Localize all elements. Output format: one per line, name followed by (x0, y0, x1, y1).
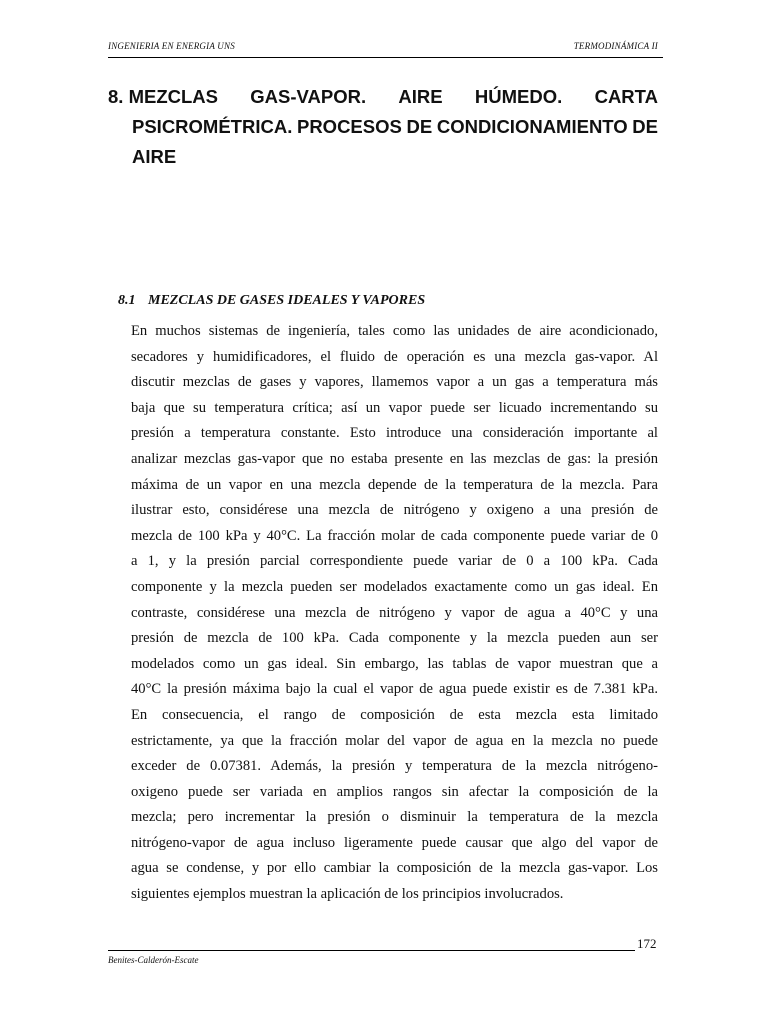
chapter-title-word: DE (406, 116, 433, 137)
chapter-title-word: DE (632, 116, 658, 137)
chapter-title-line-1 (108, 82, 658, 112)
section-number: 8.1 (118, 293, 136, 308)
footer-authors: Benites-Calderón-Escate (108, 955, 199, 965)
footer-divider (108, 950, 635, 951)
chapter-title-word: PSICROMÉTRICA. (132, 116, 293, 137)
paragraph-line: ilustrar esto, considérese una mezcla de nitrógeno y oxigeno a una presión de (131, 502, 658, 519)
paragraph-line: discutir mezclas de gases y vapores, llamemos vapor a un gas a temperatura más (131, 374, 658, 391)
chapter-title-word: AIRE (398, 86, 443, 107)
paragraph-line: mezcla de 100 kPa y 40°C. La fracción molar de cada componente puede variar de 0 (131, 527, 658, 544)
paragraph-line: analizar mezclas gas-vapor que no estaba presente en las mezclas de gas: la presión (131, 450, 658, 467)
paragraph-line: En muchos sistemas de ingeniería, tales como las unidades de aire acondicionado, (131, 323, 658, 339)
chapter-title-word: HÚMEDO. (474, 86, 563, 107)
chapter-title-word: CONDICIONAMIENTO (436, 116, 628, 137)
paragraph-line: componente y la mezcla pueden ser modelados exactamente como un gas ideal. En (131, 578, 658, 595)
paragraph-line: baja que su temperatura crítica; así un vapor puede ser licuado incrementando su (131, 399, 658, 416)
paragraph-line: mezcla; pero incrementar la presión o disminuir la temperatura de la mezcla (131, 809, 658, 826)
paragraph-line: secadores y humidificadores, el fluido de operación es una mezcla gas-vapor. Al (131, 348, 658, 365)
paragraph-line: presión de mezcla de 100 kPa. Cada componente y la mezcla pueden aun ser (131, 630, 658, 647)
paragraph-line: 40°C la presión máxima bajo la cual el vapor de agua puede existir es de 7.381 kPa. (131, 681, 658, 698)
section-title: MEZCLAS DE GASES IDEALES Y VAPORES (148, 293, 426, 308)
paragraph-line: máxima de un vapor en una mezcla depende de la temperatura de la mezcla. Para (131, 476, 658, 493)
paragraph-line: agua se condense, y por ello cambiar la composición de la mezcla gas-vapor. Los (131, 860, 658, 877)
chapter-title-word: PROCESOS (296, 116, 402, 137)
paragraph-line: oxigeno puede ser variada en amplios rangos sin afectar la composición de la (131, 783, 658, 800)
header-course: INGENIERIA EN ENERGIA UNS (108, 41, 235, 51)
chapter-title-word: CARTA (594, 86, 658, 107)
body-paragraph (131, 319, 658, 908)
chapter-title-line-2 (108, 112, 658, 142)
paragraph-line: modelados como un gas ideal. Sin embargo, las tablas de vapor muestran que a (131, 655, 658, 672)
paragraph-line: a 1, y la presión parcial correspondiente puede variar de 0 a 100 kPa. Cada (131, 553, 658, 570)
chapter-title (108, 82, 658, 172)
header-subject: TERMODINÁMICA II (573, 41, 658, 51)
paragraph-line: siguientes ejemplos muestran la aplicación de los principios involucrados. (131, 886, 564, 903)
paragraph-line: estrictamente, ya que la fracción molar del vapor de agua en la mezcla no puede (131, 732, 658, 749)
paragraph-line: En consecuencia, el rango de composición de esta mezcla esta limitado (131, 706, 658, 723)
section-heading (118, 293, 425, 309)
chapter-title-word: 8. MEZCLAS (108, 86, 218, 107)
chapter-title-word: GAS-VAPOR. (250, 86, 367, 107)
paragraph-line: contraste, considérese una mezcla de nitrógeno y vapor de agua a 40°C y una (131, 604, 658, 621)
header-divider (108, 57, 663, 58)
paragraph-line: nitrógeno-vapor de agua incluso ligeramente puede causar que algo del vapor de (131, 834, 658, 851)
chapter-title-line-3: AIRE (132, 146, 177, 167)
paragraph-line: presión a temperatura constante. Esto introduce una consideración importante al (131, 425, 658, 442)
paragraph-line: exceder de 0.07381. Además, la presión y temperatura de la mezcla nitrógeno- (131, 758, 658, 775)
chapter-number: 8. (108, 86, 124, 107)
page-number: 172 (637, 936, 657, 951)
